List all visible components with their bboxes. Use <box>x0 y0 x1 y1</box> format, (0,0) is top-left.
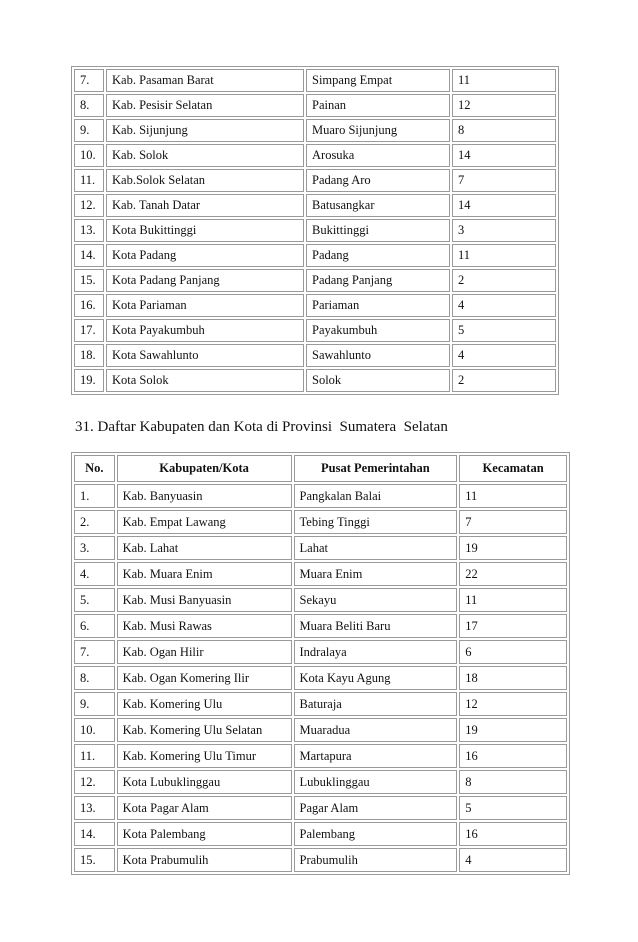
government-center: Indralaya <box>294 640 458 664</box>
regency-name: Kota Payakumbuh <box>106 319 304 342</box>
government-center: Muara Beliti Baru <box>294 614 458 638</box>
table-row <box>74 536 567 560</box>
government-center: Padang Panjang <box>306 269 450 292</box>
table-row <box>74 692 567 716</box>
regency-name: Kab. Muara Enim <box>117 562 292 586</box>
table-row <box>74 344 556 367</box>
row-number: 7. <box>74 69 104 92</box>
table-row <box>74 294 556 317</box>
top-table <box>71 66 559 395</box>
district-count: 16 <box>459 822 567 846</box>
row-number: 16. <box>74 294 104 317</box>
district-count: 4 <box>452 344 556 367</box>
table-row <box>74 144 556 167</box>
government-center: Muaro Sijunjung <box>306 119 450 142</box>
regency-name: Kab.Solok Selatan <box>106 169 304 192</box>
government-center: Muaradua <box>294 718 458 742</box>
regency-name: Kota Padang <box>106 244 304 267</box>
table-row <box>74 666 567 690</box>
table-row <box>74 848 567 872</box>
district-count: 5 <box>459 796 567 820</box>
government-center: Bukittinggi <box>306 219 450 242</box>
regency-name: Kab. Banyuasin <box>117 484 292 508</box>
table-row <box>74 744 567 768</box>
regency-name: Kota Pagar Alam <box>117 796 292 820</box>
district-count: 7 <box>452 169 556 192</box>
government-center: Pangkalan Balai <box>294 484 458 508</box>
regency-name: Kab. Komering Ulu Timur <box>117 744 292 768</box>
row-number: 4. <box>74 562 115 586</box>
regency-name: Kota Palembang <box>117 822 292 846</box>
row-number: 8. <box>74 666 115 690</box>
header-government-center: Pusat Pemerintahan <box>294 455 458 482</box>
government-center: Simpang Empat <box>306 69 450 92</box>
regency-name: Kab. Empat Lawang <box>117 510 292 534</box>
regency-name: Kab. Pesisir Selatan <box>106 94 304 117</box>
header-district-count: Kecamatan <box>459 455 567 482</box>
district-count: 12 <box>452 94 556 117</box>
regency-name: Kota Sawahlunto <box>106 344 304 367</box>
district-count: 18 <box>459 666 567 690</box>
regency-name: Kota Pariaman <box>106 294 304 317</box>
table-row <box>74 319 556 342</box>
row-number: 12. <box>74 770 115 794</box>
district-count: 8 <box>459 770 567 794</box>
table-row <box>74 169 556 192</box>
table-row <box>74 510 567 534</box>
row-number: 15. <box>74 269 104 292</box>
regency-name: Kab. Komering Ulu <box>117 692 292 716</box>
district-count: 6 <box>459 640 567 664</box>
district-count: 2 <box>452 369 556 392</box>
table-row <box>74 484 567 508</box>
government-center: Padang Aro <box>306 169 450 192</box>
row-number: 8. <box>74 94 104 117</box>
government-center: Muara Enim <box>294 562 458 586</box>
row-number: 10. <box>74 144 104 167</box>
row-number: 5. <box>74 588 115 612</box>
district-count: 11 <box>459 484 567 508</box>
table-row <box>74 94 556 117</box>
district-count: 11 <box>452 244 556 267</box>
government-center: Sekayu <box>294 588 458 612</box>
district-count: 14 <box>452 144 556 167</box>
row-number: 18. <box>74 344 104 367</box>
regency-name: Kota Bukittinggi <box>106 219 304 242</box>
table-row <box>74 562 567 586</box>
row-number: 2. <box>74 510 115 534</box>
regency-name: Kab. Musi Rawas <box>117 614 292 638</box>
district-count: 22 <box>459 562 567 586</box>
row-number: 13. <box>74 219 104 242</box>
district-count: 17 <box>459 614 567 638</box>
row-number: 9. <box>74 119 104 142</box>
table-row <box>74 796 567 820</box>
regency-name: Kab. Solok <box>106 144 304 167</box>
row-number: 14. <box>74 244 104 267</box>
row-number: 13. <box>74 796 115 820</box>
regency-name: Kab. Pasaman Barat <box>106 69 304 92</box>
government-center: Lubuklinggau <box>294 770 458 794</box>
district-count: 11 <box>459 588 567 612</box>
district-count: 16 <box>459 744 567 768</box>
table-row <box>74 770 567 794</box>
table-row <box>74 69 556 92</box>
government-center: Solok <box>306 369 450 392</box>
row-number: 7. <box>74 640 115 664</box>
row-number: 17. <box>74 319 104 342</box>
row-number: 1. <box>74 484 115 508</box>
regency-name: Kota Padang Panjang <box>106 269 304 292</box>
government-center: Pagar Alam <box>294 796 458 820</box>
table-row <box>74 614 567 638</box>
government-center: Martapura <box>294 744 458 768</box>
header-no: No. <box>74 455 115 482</box>
government-center: Painan <box>306 94 450 117</box>
row-number: 14. <box>74 822 115 846</box>
government-center: Lahat <box>294 536 458 560</box>
row-number: 11. <box>74 169 104 192</box>
table-row <box>74 244 556 267</box>
district-count: 11 <box>452 69 556 92</box>
government-center: Payakumbuh <box>306 319 450 342</box>
row-number: 11. <box>74 744 115 768</box>
table-row <box>74 194 556 217</box>
table-row <box>74 822 567 846</box>
table-row <box>74 219 556 242</box>
government-center: Sawahlunto <box>306 344 450 367</box>
district-count: 12 <box>459 692 567 716</box>
section-heading: 31. Daftar Kabupaten dan Kota di Provinsi Sumatera Selatan <box>75 419 448 435</box>
row-number: 3. <box>74 536 115 560</box>
district-count: 4 <box>459 848 567 872</box>
row-number: 12. <box>74 194 104 217</box>
regency-name: Kab. Ogan Hilir <box>117 640 292 664</box>
government-center: Baturaja <box>294 692 458 716</box>
government-center: Tebing Tinggi <box>294 510 458 534</box>
table-row <box>74 269 556 292</box>
regency-name: Kota Solok <box>106 369 304 392</box>
row-number: 6. <box>74 614 115 638</box>
district-count: 8 <box>452 119 556 142</box>
government-center: Padang <box>306 244 450 267</box>
district-count: 19 <box>459 718 567 742</box>
district-count: 5 <box>452 319 556 342</box>
government-center: Batusangkar <box>306 194 450 217</box>
district-count: 19 <box>459 536 567 560</box>
district-count: 3 <box>452 219 556 242</box>
table-row <box>74 588 567 612</box>
bottom-table <box>71 452 570 875</box>
table-row <box>74 718 567 742</box>
government-center: Arosuka <box>306 144 450 167</box>
district-count: 14 <box>452 194 556 217</box>
regency-name: Kab. Lahat <box>117 536 292 560</box>
row-number: 15. <box>74 848 115 872</box>
district-count: 4 <box>452 294 556 317</box>
header-regency: Kabupaten/Kota <box>117 455 292 482</box>
table-row <box>74 369 556 392</box>
regency-name: Kab. Musi Banyuasin <box>117 588 292 612</box>
row-number: 9. <box>74 692 115 716</box>
table-row <box>74 119 556 142</box>
regency-name: Kab. Sijunjung <box>106 119 304 142</box>
government-center: Pariaman <box>306 294 450 317</box>
regency-name: Kota Prabumulih <box>117 848 292 872</box>
table-header-row <box>74 455 567 482</box>
table-row <box>74 640 567 664</box>
district-count: 2 <box>452 269 556 292</box>
government-center: Kota Kayu Agung <box>294 666 458 690</box>
district-count: 7 <box>459 510 567 534</box>
regency-name: Kab. Ogan Komering Ilir <box>117 666 292 690</box>
row-number: 19. <box>74 369 104 392</box>
regency-name: Kab. Tanah Datar <box>106 194 304 217</box>
government-center: Prabumulih <box>294 848 458 872</box>
row-number: 10. <box>74 718 115 742</box>
government-center: Palembang <box>294 822 458 846</box>
regency-name: Kab. Komering Ulu Selatan <box>117 718 292 742</box>
regency-name: Kota Lubuklinggau <box>117 770 292 794</box>
